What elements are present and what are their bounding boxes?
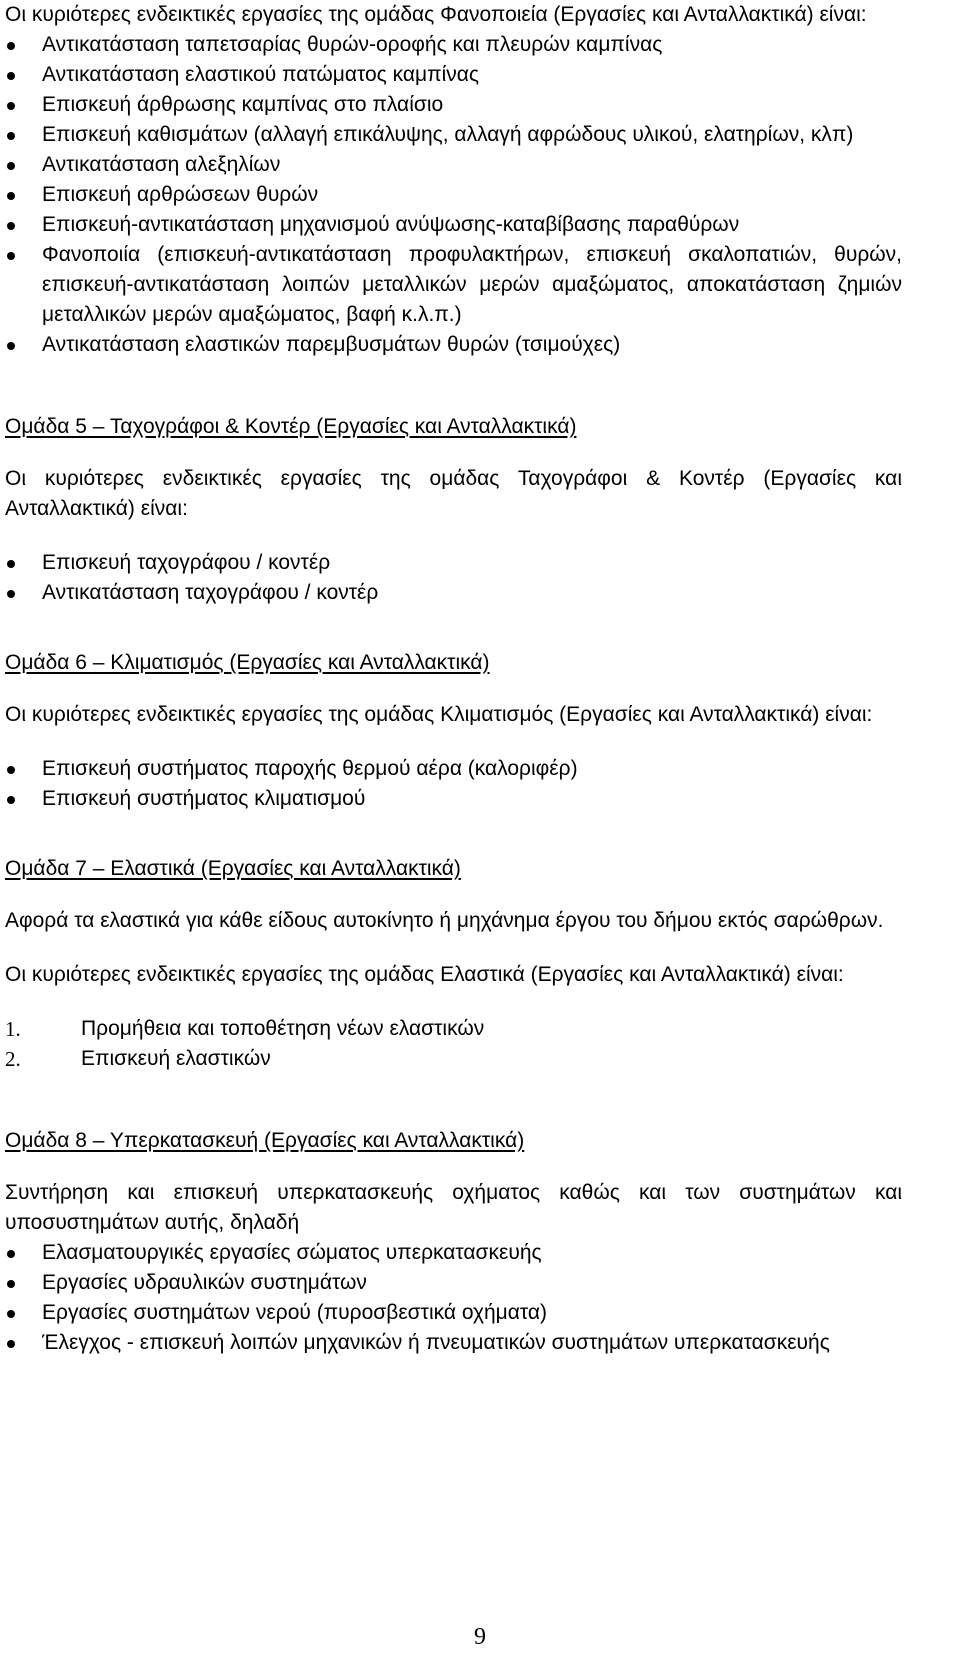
list-item bbox=[5, 1014, 902, 1044]
item-number: 2. bbox=[5, 1047, 21, 1071]
group7-list bbox=[5, 1014, 902, 1074]
group6-intro: Οι κυριότερες ενδεικτικές εργασίες της ομάδας Κλιματισμός (Εργασίες και Ανταλλακτικά) είναι: bbox=[5, 703, 873, 726]
group8-heading: Ομάδα 8 – Υπερκατασκευή (Εργασίες και Ανταλλακτικά) bbox=[5, 1129, 525, 1152]
group5-intro: Οι κυριότερες ενδεικτικές εργασίες της ομάδας Ταχογράφοι & Κοντέρ (Εργασίες και Ανταλλακτικά) είναι: bbox=[5, 467, 902, 520]
list-item: Επισκευή συστήματος παροχής θερμού αέρα (καλοριφέρ) bbox=[5, 754, 902, 784]
page-number: 9 bbox=[474, 1624, 486, 1650]
list-item: Επισκευή συστήματος κλιματισμού bbox=[5, 784, 902, 814]
list-item: Εργασίες υδραυλικών συστημάτων bbox=[5, 1268, 902, 1298]
group7-description: Αφορά τα ελαστικά για κάθε είδους αυτοκίνητο ή μηχάνημα έργου του δήμου εκτός σαρώθρων. bbox=[5, 909, 884, 932]
list-item: Αντικατάσταση αλεξηλίων bbox=[5, 150, 902, 180]
list-item bbox=[5, 1044, 902, 1074]
list-item: Επισκευή καθισμάτων (αλλαγή επικάλυψης, αλλαγή αφρώδους υλικού, ελατηρίων, κλπ) bbox=[5, 120, 902, 150]
group7-heading: Ομάδα 7 – Ελαστικά (Εργασίες και Ανταλλακτικά) bbox=[5, 857, 461, 880]
group7-intro: Οι κυριότερες ενδεικτικές εργασίες της ομάδας Ελαστικά (Εργασίες και Ανταλλακτικά) είναι: bbox=[5, 963, 844, 986]
intro-fanopoiia: Οι κυριότερες ενδεικτικές εργασίες της ομάδας Φανοποιεία (Εργασίες και Ανταλλακτικά) είναι: bbox=[5, 3, 867, 26]
list-item: Εργασίες συστημάτων νερού (πυροσβεστικά οχήματα) bbox=[5, 1298, 902, 1328]
list-item: Αντικατάσταση ταχογράφου / κοντέρ bbox=[5, 578, 902, 608]
list-item: Επισκευή άρθρωσης καμπίνας στο πλαίσιο bbox=[5, 90, 902, 120]
group6-list bbox=[5, 754, 902, 814]
group5-heading: Ομάδα 5 – Ταχογράφοι & Κοντέρ (Εργασίες και Ανταλλακτικά) bbox=[5, 415, 577, 438]
list-item: Ελασματουργικές εργασίες σώματος υπερκατασκευής bbox=[5, 1238, 902, 1268]
list-item: Επισκευή ταχογράφου / κοντέρ bbox=[5, 548, 902, 578]
list-item: Αντικατάσταση ταπετσαρίας θυρών-οροφής και πλευρών καμπίνας bbox=[5, 30, 902, 60]
list-item: Επισκευή αρθρώσεων θυρών bbox=[5, 180, 902, 210]
list-item: Επισκευή-αντικατάσταση μηχανισμού ανύψωσης-καταβίβασης παραθύρων bbox=[5, 210, 902, 240]
item-text: Επισκευή ελαστικών bbox=[81, 1047, 271, 1070]
list-item: Αντικατάσταση ελαστικού πατώματος καμπίνας bbox=[5, 60, 902, 90]
group8-list bbox=[5, 1238, 902, 1358]
group6-heading: Ομάδα 6 – Κλιματισμός (Εργασίες και Ανταλλακτικά) bbox=[5, 651, 490, 674]
list-item: Έλεγχος - επισκευή λοιπών μηχανικών ή πνευματικών συστημάτων υπερκατασκευής bbox=[5, 1328, 902, 1358]
group5-list bbox=[5, 548, 902, 608]
list-item: Αντικατάσταση ελαστικών παρεμβυσμάτων θυρών (τσιμούχες) bbox=[5, 330, 902, 360]
item-number: 1. bbox=[5, 1017, 21, 1041]
group8-intro: Συντήρηση και επισκευή υπερκατασκευής οχήματος καθώς και των συστημάτων και υποσυστημάτων αυτής, δηλαδή bbox=[5, 1181, 902, 1234]
list-item: Φανοποιία (επισκευή-αντικατάσταση προφυλακτήρων, επισκευή σκαλοπατιών, θυρών, επισκευή-αντικατάσταση λοιπών μεταλλικών μερών αμαξώματος, αποκατάσταση ζημιών μεταλλικών μερών αμαξώματος, βαφή κ.λ.π.) bbox=[5, 240, 902, 330]
item-text: Προμήθεια και τοποθέτηση νέων ελαστικών bbox=[81, 1017, 485, 1040]
fanopoiia-list bbox=[5, 30, 902, 360]
